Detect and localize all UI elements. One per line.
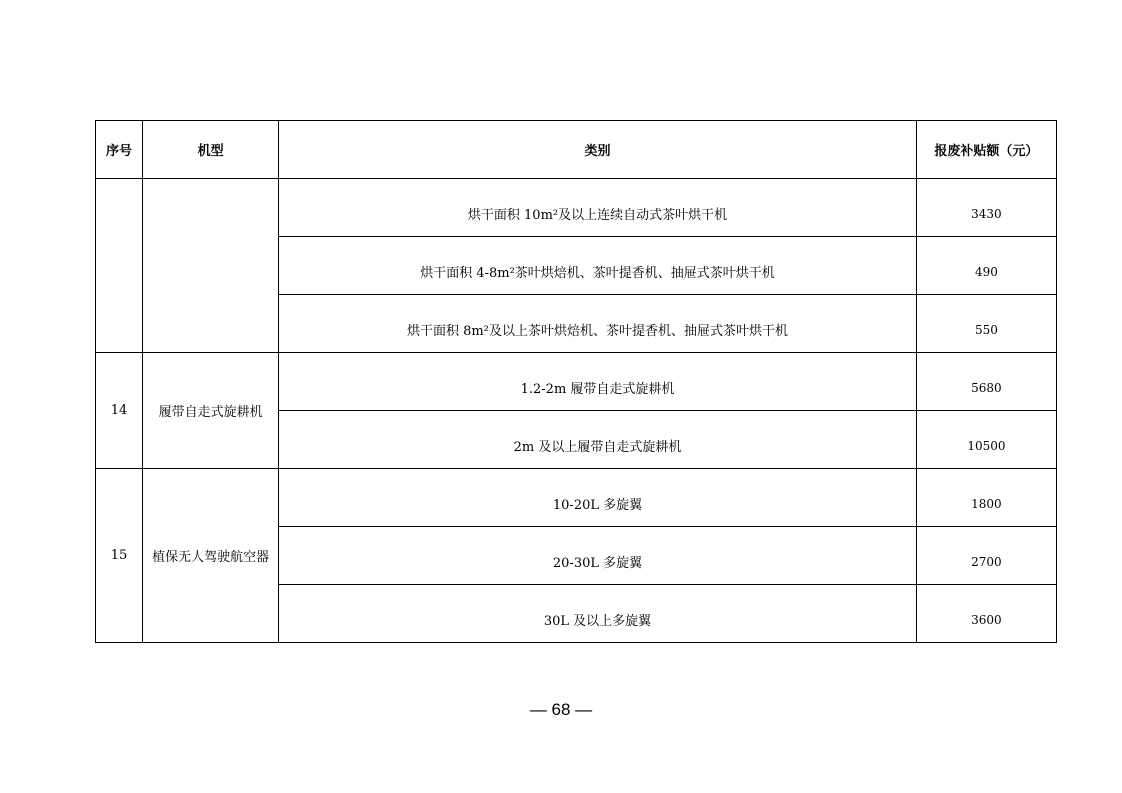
header-category: 类别 [279, 121, 917, 179]
subsidy-table [95, 120, 1057, 643]
header-amount: 报废补贴额（元） [916, 121, 1056, 179]
row-number: 15 [96, 469, 143, 643]
machine-model [143, 179, 279, 353]
amount-cell: 10500 [916, 411, 1056, 469]
amount-cell: 490 [916, 237, 1056, 295]
header-model: 机型 [143, 121, 279, 179]
amount-cell: 3600 [916, 585, 1056, 643]
category-cell: 烘干面积 10m²及以上连续自动式茶叶烘干机 [279, 179, 917, 237]
table-row [96, 353, 1057, 411]
category-cell: 10-20L 多旋翼 [279, 469, 917, 527]
category-cell: 20-30L 多旋翼 [279, 527, 917, 585]
category-cell: 烘干面积 8m²及以上茶叶烘焙机、茶叶提香机、抽屉式茶叶烘干机 [279, 295, 917, 353]
row-number: 14 [96, 353, 143, 469]
category-cell: 1.2-2m 履带自走式旋耕机 [279, 353, 917, 411]
machine-model: 履带自走式旋耕机 [143, 353, 279, 469]
amount-cell: 550 [916, 295, 1056, 353]
category-cell: 烘干面积 4-8m²茶叶烘焙机、茶叶提香机、抽屉式茶叶烘干机 [279, 237, 917, 295]
page-number: — 68 — [529, 700, 593, 719]
amount-cell: 3430 [916, 179, 1056, 237]
amount-cell: 1800 [916, 469, 1056, 527]
table-row [96, 469, 1057, 527]
table-row [96, 179, 1057, 237]
amount-cell: 5680 [916, 353, 1056, 411]
amount-cell: 2700 [916, 527, 1056, 585]
header-no: 序号 [96, 121, 143, 179]
category-cell: 30L 及以上多旋翼 [279, 585, 917, 643]
row-number [96, 179, 143, 353]
machine-model: 植保无人驾驶航空器 [143, 469, 279, 643]
category-cell: 2m 及以上履带自走式旋耕机 [279, 411, 917, 469]
table-header-row [96, 121, 1057, 179]
